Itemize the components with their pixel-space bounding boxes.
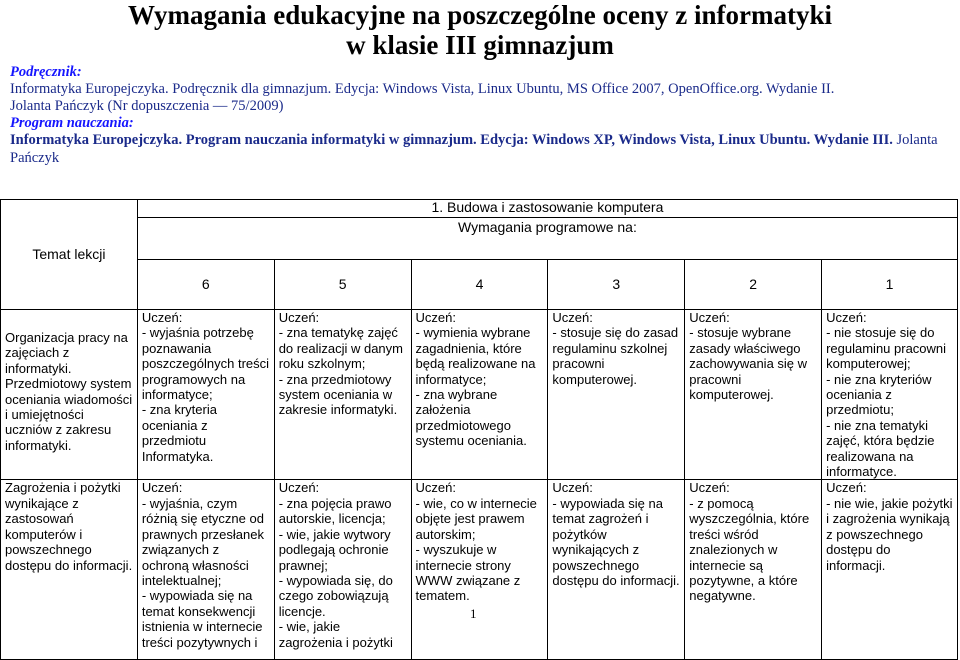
requirement-cell: Uczeń: - zna pojęcia prawo autorskie, licencja; - wie, jakie wytwory podlegają ochronie prawnej; - wypowiada się, do czego zobowiązują licencje. - wie, jakie zagrożenia i pożytki	[274, 480, 411, 660]
program-text	[10, 131, 955, 167]
requirement-cell: Uczeń: - wyjaśnia, czym różnią się etyczne od prawnych przesłanek związanych z ochroną własności intelektualnej; - wypowiada się na temat konsekwencji istnienia w internecie treści pozytywnych i	[137, 480, 274, 660]
topic-header: Temat lekcji	[1, 200, 138, 310]
requirement-cell: Uczeń: - zna tematykę zajęć do realizacji w danym roku szkolnym; - zna przedmiotowy system oceniania w zakresie informatyki.	[274, 310, 411, 480]
requirement-cell: Uczeń: - wyjaśnia potrzebę poznawania poszczególnych treści programowych na informatyce; - zna kryteria oceniania z przedmiotu Informatyka.	[137, 310, 274, 480]
textbook-line1: Informatyka Europejczyka. Podręcznik dla gimnazjum. Edycja: Windows Vista, Linux Ubuntu, MS Office 2007, OpenOffice.org. Wydanie II.	[10, 81, 835, 97]
program-author: Jolanta Pańczyk	[10, 132, 938, 166]
grade-5: 5	[274, 260, 411, 310]
requirement-cell: Uczeń: - z pomocą wyszczególnia, które treści wśród znalezionych w internecie są pozytywne, a które negatywne.	[685, 480, 822, 660]
page-number: 1	[470, 606, 477, 621]
grade-4: 4	[411, 260, 548, 310]
requirements-table	[0, 199, 958, 660]
requirement-cell: Uczeń: - stosuje się do zasad regulaminu szkolnej pracowni komputerowej.	[548, 310, 685, 480]
page-title-line2: w klasie III gimnazjum	[346, 30, 614, 60]
program-label-text: Program nauczania:	[10, 115, 134, 131]
grade-1: 1	[822, 260, 958, 310]
grade-6: 6	[137, 260, 274, 310]
requirement-cell: Uczeń: - nie wie, jakie pożytki i zagrożenia wynikają z powszechnego dostępu do informacji.	[822, 480, 958, 660]
requirement-cell: Uczeń: - wymienia wybrane zagadnienia, które będą realizowane na informatyce; - zna wybrane założenia przedmiotowego systemu oceniania.	[411, 310, 548, 480]
requirement-cell: Uczeń: - nie stosuje się do regulaminu pracowni komputerowej; - nie zna kryteriów oceniania z przedmiotu; - nie zna tematyki zajęć, która będzie realizowana na informatyce.	[822, 310, 958, 480]
section-header	[137, 200, 957, 260]
page-title-line1: Wymagania edukacyjne na poszczególne oceny z informatyki	[128, 0, 832, 30]
textbook-line2: Jolanta Pańczyk (Nr dopuszczenia — 75/2009)	[10, 98, 284, 114]
section-title: 1. Budowa i zastosowanie komputera	[431, 199, 664, 215]
program-label	[10, 114, 955, 132]
table-row	[1, 480, 958, 660]
program-title: Informatyka Europejczyka. Program nauczania informatyki w gimnazjum. Edycja: Windows XP, Windows Vista, Linux Ubuntu. Wydanie III.	[10, 132, 893, 148]
topic-cell: Zagrożenia i pożytki wynikające z zastosowań komputerów i powszechnego dostępu do informacji.	[1, 480, 138, 660]
textbook-label	[10, 63, 955, 81]
grade-3: 3	[548, 260, 685, 310]
requirement-cell: Uczeń: - wypowiada się na temat zagrożeń i pożytków wynikających z powszechnego dostępu do informacji.	[548, 480, 685, 660]
table-row	[1, 310, 958, 480]
requirement-cell: Uczeń: - wie, co w internecie objęte jest prawem autorskim; - wyszukuje w internecie strony WWW związane z tematem.	[411, 480, 548, 660]
grade-2: 2	[685, 260, 822, 310]
grades-row	[1, 260, 958, 310]
textbook-label-text: Podręcznik:	[10, 64, 82, 80]
topic-cell: Organizacja pracy na zajęciach z informatyki. Przedmiotowy system oceniania wiadomości i umiejętności uczniów z zakresu informatyki.	[1, 310, 138, 480]
requirements-header: Wymagania programowe na:	[138, 217, 957, 235]
requirement-cell: Uczeń: - stosuje wybrane zasady właściwego zachowywania się w pracowni komputerowej.	[685, 310, 822, 480]
